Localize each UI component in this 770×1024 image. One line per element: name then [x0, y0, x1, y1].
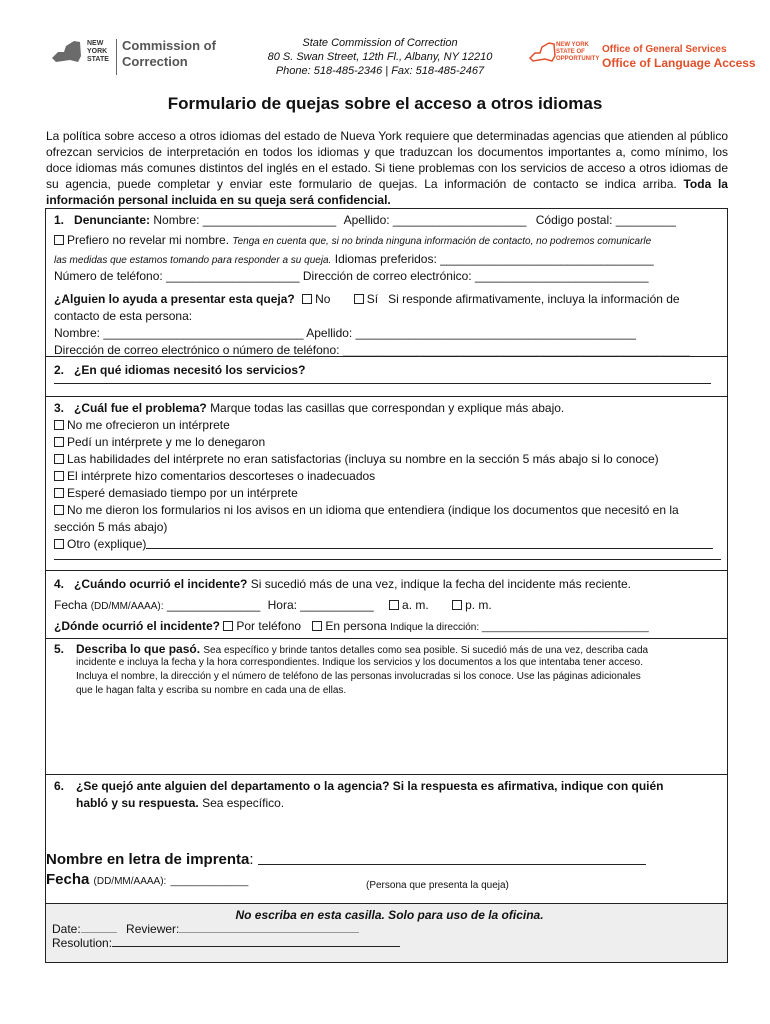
new-york-map-icon	[50, 38, 86, 68]
denunciante-label: Denunciante:	[74, 213, 151, 227]
section-3-number: 3.	[54, 401, 65, 415]
address-line1: State Commission of Correction	[302, 37, 458, 49]
in-person-label: En persona	[325, 619, 387, 633]
problem-note: Marque todas las casillas que correspondan y explique más abajo.	[210, 401, 565, 415]
helper-nombre-field[interactable]: Nombre: ______________________________	[54, 326, 304, 340]
in-person-checkbox[interactable]	[312, 621, 322, 631]
commission-name-line1: Commission of	[122, 38, 216, 53]
problem-option-6: No me dieron los formularios ni los avisos en un idioma que entendiera (indique los documentos que necesitó en la	[67, 503, 679, 517]
page-title: Formulario de quejas sobre el acceso a otros idiomas	[167, 94, 603, 113]
describe-note-4: que le hagan falta y escriba su nombre en cada una de ellas.	[76, 685, 347, 696]
describe-note-1: Sea específico y brinde tantos detalles como sea posible. Si sucedió más de una vez, describa cada	[203, 645, 649, 656]
section-2-number: 2.	[54, 363, 65, 377]
other-explain-line-2[interactable]	[54, 553, 721, 560]
section-6-number: 6.	[54, 779, 65, 793]
incident-date-field[interactable]: ______________	[166, 598, 261, 612]
incident-time-field[interactable]: Hora: ___________	[267, 598, 374, 612]
problem-option-7-checkbox[interactable]	[54, 539, 64, 549]
complainant-note: (Persona que presenta la queja)	[366, 880, 509, 891]
email-field[interactable]: Dirección de correo electrónico: __________________________	[302, 269, 649, 283]
problem-option-6-cont: sección 5 más abajo)	[54, 520, 168, 534]
nys-logo-text: NEW YORK STATE	[87, 40, 109, 63]
ogs-line1: Office of General Services	[602, 44, 727, 55]
section-4-number: 4.	[54, 577, 65, 591]
problem-option-1-checkbox[interactable]	[54, 420, 64, 430]
describe-question: Describa lo que pasó.	[76, 642, 201, 656]
problem-option-5: Esperé demasiado tiempo por un intérprete	[67, 486, 298, 500]
phone-field[interactable]: Número de teléfono: ____________________	[54, 269, 300, 283]
am-label: a. m.	[402, 598, 429, 612]
postal-code-field[interactable]: Código postal: _________	[535, 213, 676, 227]
prefer-anonymous-label: Prefiero no revelar mi nombre.	[67, 233, 230, 247]
when-question: ¿Cuándo ocurrió el incidente?	[74, 577, 248, 591]
problem-option-2: Pedí un intérprete y me lo denegaron	[67, 435, 266, 449]
when-note: Si sucedió más de una vez, indique la fecha del incidente más reciente.	[250, 577, 631, 591]
help-yes-checkbox[interactable]	[354, 294, 364, 304]
problem-question: ¿Cuál fue el problema?	[74, 401, 207, 415]
help-no-checkbox[interactable]	[302, 294, 312, 304]
preferred-languages-field[interactable]: Idiomas preferidos: ________________________________	[334, 252, 654, 266]
problem-option-2-checkbox[interactable]	[54, 437, 64, 447]
sign-date-label: Fecha	[46, 871, 90, 888]
ogs-line2: Office of Language Access	[602, 56, 756, 70]
ogs-logo-text: NEW YORK STATE OF OPPORTUNITY	[556, 42, 600, 62]
print-name-label: Nombre en letra de imprenta	[46, 851, 250, 868]
office-reviewer-field[interactable]	[179, 932, 359, 933]
problem-option-7: Otro (explique)	[67, 537, 147, 551]
print-name-row: Nombre en letra de imprenta :	[46, 851, 646, 868]
problem-option-3-checkbox[interactable]	[54, 454, 64, 464]
complained-question-2: habló y su respuesta.	[76, 796, 199, 810]
pm-checkbox[interactable]	[452, 600, 462, 610]
intro-paragraph	[46, 128, 728, 208]
describe-note-2: incidente e incluya la fecha y la hora correspondientes. Indique los servicios y los documentos a los que intentaba tener acceso.	[76, 657, 644, 668]
languages-answer-line[interactable]	[54, 379, 711, 384]
address-block	[240, 36, 520, 78]
section-1	[46, 209, 727, 356]
section-3	[46, 396, 727, 570]
problem-option-4-checkbox[interactable]	[54, 471, 64, 481]
helper-contact-field[interactable]: Dirección de correo electrónico o número de teléfono: ____________________________________________________	[54, 343, 690, 357]
section-1-number: 1.	[54, 213, 65, 227]
ogs-logo	[528, 40, 758, 80]
office-use-box	[46, 903, 727, 962]
commission-name-line2: Correction	[122, 54, 188, 69]
describe-note-3: Incluya el nombre, la dirección y el número de teléfono de las personas involucradas si los conoce. Use las páginas adicionales	[76, 671, 641, 682]
problem-option-1: No me ofrecieron un intérprete	[67, 418, 230, 432]
office-reviewer-label: Reviewer:	[126, 922, 180, 936]
prefer-anonymous-checkbox[interactable]	[54, 235, 64, 245]
by-phone-checkbox[interactable]	[223, 621, 233, 631]
office-use-title: No escriba en esta casilla. Solo para uso de la oficina.	[235, 908, 544, 922]
section-5	[46, 638, 727, 774]
languages-question: ¿En qué idiomas necesitó los servicios?	[74, 363, 306, 377]
address-line3: Phone: 518-485-2346 | Fax: 518-485-2467	[275, 65, 485, 77]
am-checkbox[interactable]	[389, 600, 399, 610]
where-question: ¿Dónde ocurrió el incidente?	[54, 619, 221, 633]
sign-date-field[interactable]: ______________	[170, 876, 249, 887]
office-date-field[interactable]	[81, 932, 117, 933]
help-yes-label: Sí	[366, 292, 379, 306]
helper-apellido-field[interactable]: Apellido: __________________________________________	[306, 326, 636, 340]
complained-question: ¿Se quejó ante alguien del departamento o la agencia? Si la respuesta es afirmativa, indique con quién	[76, 779, 664, 793]
help-yes-note: Si responde afirmativamente, incluya la información de	[388, 292, 680, 306]
section-6	[46, 774, 727, 903]
print-name-field[interactable]	[258, 851, 646, 865]
anonymous-note: Tenga en cuenta que, si no brinda ninguna información de contacto, no podremos comunicarle	[232, 236, 652, 247]
help-yes-note-2: contacto de esta persona:	[54, 309, 193, 323]
help-no-label: No	[315, 292, 331, 306]
intro-bold-text: Toda la información personal incluida en su queja será confidencial.	[46, 177, 728, 207]
section-2	[46, 356, 727, 396]
logo-divider	[116, 39, 117, 75]
office-date-label: Date:	[52, 922, 81, 936]
other-explain-line[interactable]	[146, 536, 713, 549]
problem-option-5-checkbox[interactable]	[54, 488, 64, 498]
intro-text: La política sobre acceso a otros idiomas del estado de Nueva York requiere que determinadas agencias que atienden al público ofrezcan servicios de interpretación en todos los idiomas y que traduzcan los documentos importantes a, como mínimo, los doce idiomas más comunes distintos del inglés en el estado. Si tiene problemas con los servicios de acceso a otros idiomas de su agencia, puede completar y enviar este formulario de quejas. La información de contacto se indica arriba.	[46, 129, 728, 191]
office-resolution-label: Resolution:	[52, 936, 113, 950]
anonymous-note-2: las medidas que estamos tomando para responder a su queja.	[54, 255, 332, 266]
section-5-number: 5.	[54, 642, 65, 656]
incident-date-format: (DD/MM/AAAA):	[90, 601, 164, 612]
sign-date-row	[46, 871, 248, 890]
nombre-field[interactable]: Nombre: ____________________	[153, 213, 337, 227]
section-4	[46, 570, 727, 638]
commission-name	[122, 38, 216, 70]
complained-note: Sea específico.	[202, 796, 285, 810]
by-phone-label: Por teléfono	[236, 619, 302, 633]
problem-option-6-checkbox[interactable]	[54, 505, 64, 515]
address-field[interactable]: Indique la dirección: ______________________________	[390, 622, 649, 633]
help-question: ¿Alguien lo ayuda a presentar esta queja?	[54, 292, 295, 306]
office-resolution-field[interactable]	[112, 946, 400, 947]
incident-date-label: Fecha	[54, 598, 88, 612]
sign-date-format: (DD/MM/AAAA):	[93, 876, 167, 887]
header	[0, 30, 770, 90]
pm-label: p. m.	[465, 598, 492, 612]
nys-logo	[50, 38, 220, 78]
apellido-field[interactable]: Apellido: ____________________	[343, 213, 527, 227]
complaint-form	[45, 208, 728, 963]
problem-option-3: Las habilidades del intérprete no eran satisfactorias (incluya su nombre en la sección 5 más abajo si lo conoce)	[67, 452, 659, 466]
problem-option-4: El intérprete hizo comentarios descorteses o inadecuados	[67, 469, 376, 483]
ogs-map-icon	[528, 40, 558, 70]
address-line2: 80 S. Swan Street, 12th Fl., Albany, NY 12210	[267, 51, 493, 63]
